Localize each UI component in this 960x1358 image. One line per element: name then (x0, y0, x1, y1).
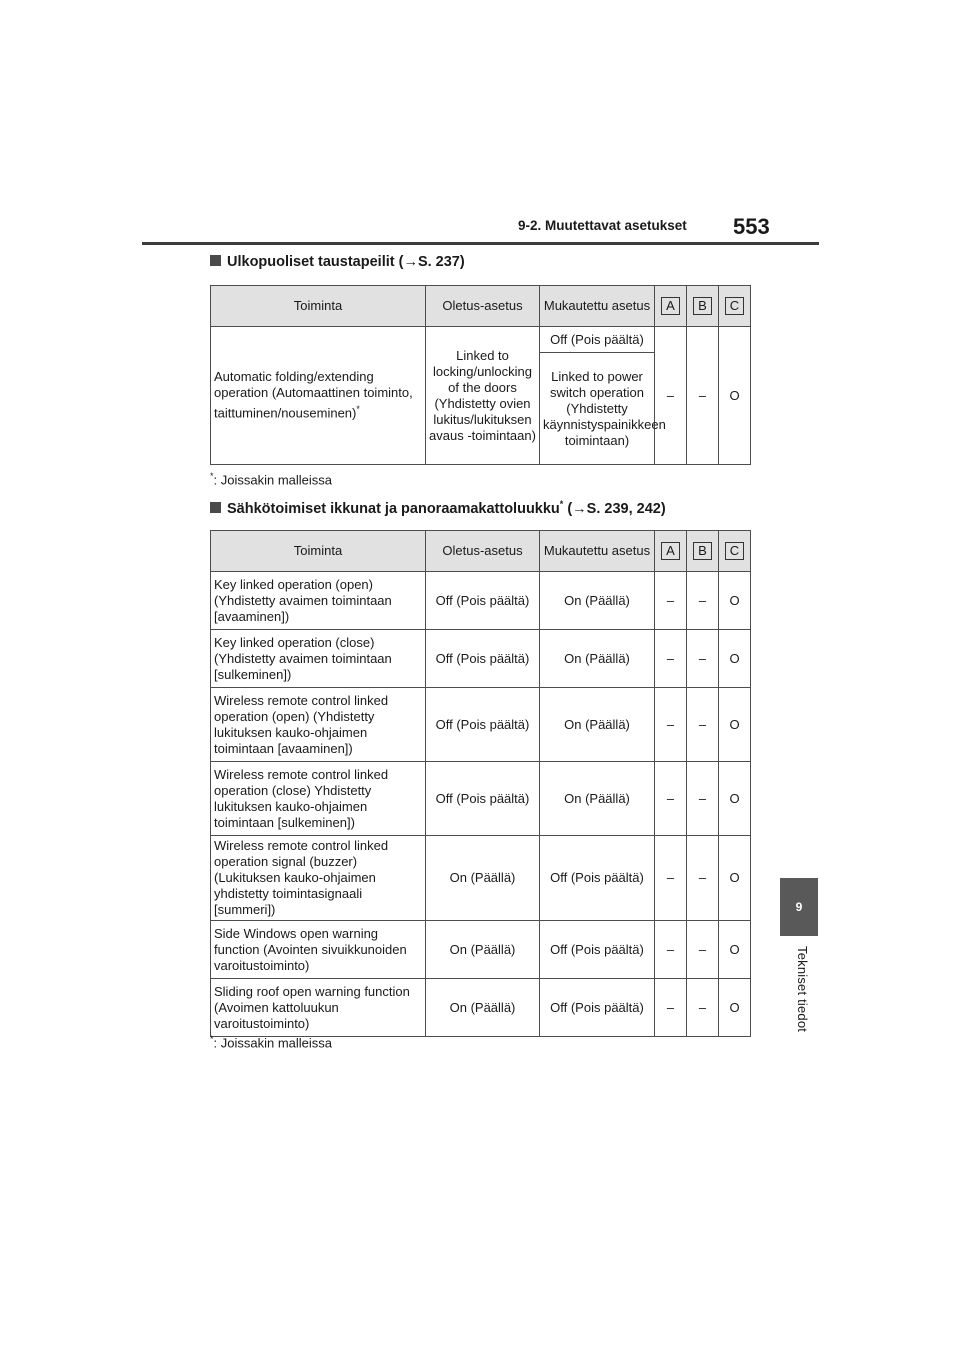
table-row (211, 921, 751, 979)
table-row (211, 688, 751, 762)
footnote-marker: * (559, 499, 564, 509)
a-cell: – (655, 327, 687, 465)
a-cell: – (655, 630, 687, 688)
custom-cell: Off (Pois päältä) (540, 836, 655, 921)
function-cell: Wireless remote control linked operation (open) (Yhdistetty lukituksen kauko-ohjaimen toimintaan [avaaminen]) (211, 688, 426, 762)
b-cell: – (687, 979, 719, 1037)
a-cell: – (655, 979, 687, 1037)
c-cell: O (719, 572, 751, 630)
function-cell: Key linked operation (open) (Yhdistetty avaimen toimintaan [avaaminen]) (211, 572, 426, 630)
default-cell: Off (Pois päältä) (426, 630, 540, 688)
a-cell: – (655, 921, 687, 979)
column-header-c: C (719, 531, 751, 572)
b-cell: – (687, 327, 719, 465)
c-cell: O (719, 630, 751, 688)
column-header-c: C (719, 286, 751, 327)
b-cell: – (687, 630, 719, 688)
default-cell: On (Päällä) (426, 979, 540, 1037)
table-row (211, 327, 751, 353)
default-cell: On (Päällä) (426, 921, 540, 979)
section-title: 9-2. Muutettavat asetukset (518, 218, 687, 233)
page-number: 553 (733, 214, 770, 239)
custom-cell: On (Päällä) (540, 688, 655, 762)
b-cell: – (687, 688, 719, 762)
default-cell: Off (Pois päältä) (426, 762, 540, 836)
b-cell: – (687, 572, 719, 630)
column-header-default: Oletus-asetus (426, 531, 540, 572)
footnote: *: Joissakin malleissa (210, 471, 333, 488)
custom-cell: On (Päällä) (540, 762, 655, 836)
function-cell: Side Windows open warning function (Avointen sivuikkunoiden varoitustoiminto) (211, 921, 426, 979)
arrow-right-icon: → (572, 500, 587, 517)
chapter-tab: 9 (780, 878, 818, 936)
b-cell: – (687, 921, 719, 979)
table-header-row (211, 531, 751, 572)
column-header-custom: Mukautettu asetus (540, 286, 655, 327)
custom-cell: On (Päällä) (540, 572, 655, 630)
c-cell: O (719, 327, 751, 465)
b-cell: – (687, 762, 719, 836)
default-cell: On (Päällä) (426, 836, 540, 921)
windows-settings-table (210, 530, 751, 1037)
header-divider (142, 242, 819, 245)
bullet-square-icon (210, 502, 221, 513)
table-header-row (211, 286, 751, 327)
default-cell: Linked to locking/unlocking of the doors (Yhdistetty ovien lukitus/lukituksen avaus -toimintaan) (426, 327, 540, 465)
function-cell: Wireless remote control linked operation (close) Yhdistetty lukituksen kauko-ohjaimen toimintaan [sulkeminen]) (211, 762, 426, 836)
function-cell: Wireless remote control linked operation signal (buzzer) (Lukituksen kauko-ohjaimen yhdistetty toimintasignaali [summeri]) (211, 836, 426, 921)
function-cell: Sliding roof open warning function (Avoimen kattoluukun varoitustoiminto) (211, 979, 426, 1037)
column-header-default: Oletus-asetus (426, 286, 540, 327)
table-row (211, 630, 751, 688)
mirrors-settings-table (210, 285, 751, 465)
section-heading-mirrors: Ulkopuoliset taustapeilit (→S. 237) (210, 254, 465, 270)
c-cell: O (719, 688, 751, 762)
custom-cell: Off (Pois päältä) (540, 979, 655, 1037)
custom-cell: Linked to power switch operation (Yhdistetty käynnistyspainikkeen toimintaan) (540, 353, 655, 465)
chapter-label: Tekniset tiedot (795, 946, 810, 1033)
c-cell: O (719, 979, 751, 1037)
c-cell: O (719, 921, 751, 979)
a-cell: – (655, 688, 687, 762)
table-row (211, 762, 751, 836)
bullet-square-icon (210, 255, 221, 266)
custom-cell: Off (Pois päältä) (540, 921, 655, 979)
table-row (211, 836, 751, 921)
column-header-a: A (655, 531, 687, 572)
b-cell: – (687, 836, 719, 921)
table-row (211, 572, 751, 630)
column-header-function: Toiminta (211, 531, 426, 572)
function-cell: Key linked operation (close) (Yhdistetty avaimen toimintaan [sulkeminen]) (211, 630, 426, 688)
c-cell: O (719, 762, 751, 836)
c-cell: O (719, 836, 751, 921)
custom-cell: Off (Pois päältä) (540, 327, 655, 353)
function-cell: Automatic folding/extending operation (Automaattinen toiminto, taittuminen/nouseminen)* (211, 327, 426, 465)
table-row (211, 979, 751, 1037)
column-header-a: A (655, 286, 687, 327)
column-header-b: B (687, 286, 719, 327)
default-cell: Off (Pois päältä) (426, 688, 540, 762)
footnote-marker: * (356, 404, 360, 415)
column-header-b: B (687, 531, 719, 572)
default-cell: Off (Pois päältä) (426, 572, 540, 630)
footnote: *: Joissakin malleissa (210, 1034, 333, 1051)
a-cell: – (655, 762, 687, 836)
column-header-function: Toiminta (211, 286, 426, 327)
custom-cell: On (Päällä) (540, 630, 655, 688)
column-header-custom: Mukautettu asetus (540, 531, 655, 572)
a-cell: – (655, 572, 687, 630)
section-heading-windows: Sähkötoimiset ikkunat ja panoraamakattoluukku* (→S. 239, 242) (210, 499, 666, 517)
a-cell: – (655, 836, 687, 921)
arrow-right-icon: → (403, 254, 418, 270)
